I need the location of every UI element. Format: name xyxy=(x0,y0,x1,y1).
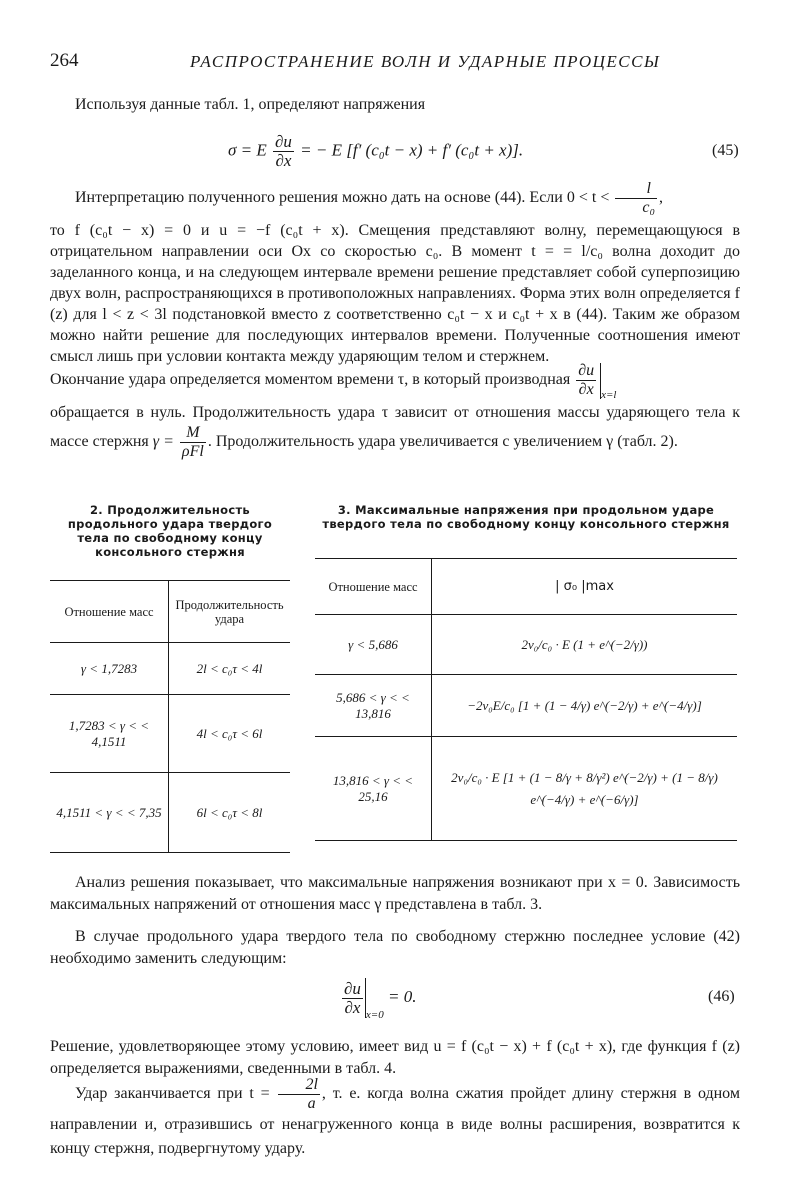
table-row xyxy=(315,675,737,737)
para1-frac-den: c₀ xyxy=(642,199,656,216)
para1-line-b: обращается в нуль. Продолжительность удара τ зависит от отношения массы ударяющего тела к массе стержня xyxy=(50,404,740,451)
eq46-number: (46) xyxy=(708,988,735,1005)
paragraph-body: то f (c₀t − x) = 0 и u = −f (c₀t + x). Смещения представляют волну, перемещающуюся в отрицательном направлении оси Ox со скоростью c₀. В момент t = = l/c₀ волна доходит до заделанного конца, и на следующем интервале времени решение представляет собой суперпозицию двух волн, распространяющихся в противоположных направлениях. Форма этих волн определяется f (z) для l < z < 3l подстановкой вместо z соответственно c₀t − x и c₀t + x в (44). Таким же образом можно найти решение для последующих интервалов времени. Полученные соотношения имеют смысл лишь при условии контакта между ударяющим телом и стержнем. xyxy=(50,222,740,365)
gamma-left: γ = xyxy=(152,433,174,451)
intro-text: Используя данные табл. 1, определяют напряжения xyxy=(75,96,426,113)
table3-header-row xyxy=(315,559,737,615)
table2-ratio: γ < 1,7283 xyxy=(50,643,169,695)
deriv-frac xyxy=(576,362,596,399)
table3-col2: | σ₀ |max xyxy=(432,559,738,615)
paragraph-free-rod: В случае продольного удара твердого тела по свободному стержню последнее условие (42) необходимо заменить следующим: xyxy=(50,928,740,967)
eq45-fraction xyxy=(273,133,294,170)
table2-col1: Отношение масс xyxy=(50,581,169,643)
table-row xyxy=(315,737,737,841)
table2-col2: Продолжительность удара xyxy=(169,581,291,643)
paragraph-duration xyxy=(50,402,740,461)
deriv-sub: x=l xyxy=(601,389,617,402)
equation-45 xyxy=(228,133,523,170)
running-title: РАСПРОСТРАНЕНИЕ ВОЛН И УДАРНЫЕ ПРОЦЕССЫ xyxy=(190,52,661,71)
eq45-number: (45) xyxy=(712,142,739,159)
equation-46 xyxy=(340,978,416,1021)
eq45-num: ∂u xyxy=(275,132,292,151)
paragraph-end-of-impact xyxy=(50,362,740,406)
table2-caption: 2. Продолжительность продольного удара твердого тела по свободному концу консольного стержня xyxy=(67,503,273,559)
table-row xyxy=(315,615,737,675)
paragraph-solution: Решение, удовлетворяющее этому условию, имеет вид u = f (c₀t − x) + f (c₀t + x), где функция f (z) определяется выражениями, сведенными в табл. 4. xyxy=(50,1038,740,1077)
para1-line1: Интерпретацию полученного решения можно дать на основе (44). Если 0 < t < xyxy=(75,189,610,207)
para1-line1-end: , xyxy=(659,189,664,207)
eq46-right: = 0. xyxy=(387,986,417,1006)
table3-stress: 2v₀/c₀ · E [1 + (1 − 8/γ + 8/γ²) e^(−2/γ) + (1 − 8/γ) e^(−4/γ) + e^(−6/γ)] xyxy=(432,737,738,841)
table2-header-row xyxy=(50,581,290,643)
table-row xyxy=(50,773,290,853)
eq46-sub: x=0 xyxy=(365,1008,384,1021)
deriv-num: ∂u xyxy=(578,362,595,379)
para5-num: 2l xyxy=(278,1076,319,1095)
eq45-den: ∂x xyxy=(275,151,292,170)
table3-ratio: 13,816 < γ < < 25,16 xyxy=(315,737,432,841)
table3-col1: Отношение масс xyxy=(315,559,432,615)
page-number: 264 xyxy=(50,50,79,71)
deriv-den: ∂x xyxy=(578,381,594,398)
table3 xyxy=(315,558,737,841)
eq45-right: = − E [f′ (c₀t − x) + f′ (c₀t + x)]. xyxy=(300,140,524,160)
para5-den: a xyxy=(307,1095,316,1112)
eq45-left: σ = E xyxy=(228,140,267,160)
paragraph-interpretation xyxy=(50,180,740,217)
para1-frac xyxy=(615,180,657,217)
gamma-num: M xyxy=(180,424,206,443)
table2 xyxy=(50,580,290,853)
eq46-num: ∂u xyxy=(344,978,361,998)
table2-duration: 2l < c₀τ < 4l xyxy=(169,643,291,695)
gamma-frac xyxy=(180,424,206,461)
paragraph-analysis: Анализ решения показывает, что максимальные напряжения возникают при x = 0. Зависимость максимальных напряжений от отношения масс γ представлена в табл. 3. xyxy=(50,874,740,913)
para5-frac xyxy=(278,1076,319,1113)
para1-end-line: Окончание удара определяется моментом времени τ, в который производная xyxy=(50,371,571,389)
table3-ratio: 5,686 < γ < < 13,816 xyxy=(315,675,432,737)
table2-ratio: 1,7283 < γ < < 4,1511 xyxy=(50,695,169,773)
eq46-den: ∂x xyxy=(344,997,361,1017)
table3-caption: 3. Максимальные напряжения при продольном ударе твердого тела по свободному концу консольного стержня xyxy=(322,503,730,531)
para5-end: , т. е. когда волна сжатия пройдет длину стержня в одном направлении и, отразившись от ненагруженного конца в виде волны расширения, возвратится к концу стержня, подвергнутому удару. xyxy=(50,1085,741,1157)
table3-stress: −2v₀E/c₀ [1 + (1 − 4/γ) e^(−2/γ) + e^(−4/γ)] xyxy=(432,675,738,737)
table-row xyxy=(50,695,290,773)
table-row xyxy=(50,643,290,695)
table3-stress: 2v₀/c₀ · E (1 + e^(−2/γ)) xyxy=(432,615,738,675)
table2-ratio: 4,1511 < γ < < 7,35 xyxy=(50,773,169,853)
para1-line-c: . Продолжительность удара увеличивается с увеличением γ (табл. 2). xyxy=(207,433,678,451)
table2-duration: 6l < c₀τ < 8l xyxy=(169,773,291,853)
table2-duration: 4l < c₀τ < 6l xyxy=(169,695,291,773)
para5-start: Удар заканчивается при t = xyxy=(75,1085,270,1103)
para1-frac-num: l xyxy=(615,180,657,199)
paragraph-impact-end xyxy=(50,1076,740,1161)
gamma-den: ρFl xyxy=(181,443,204,460)
table3-ratio: γ < 5,686 xyxy=(315,615,432,675)
eq46-fraction xyxy=(342,980,363,1017)
